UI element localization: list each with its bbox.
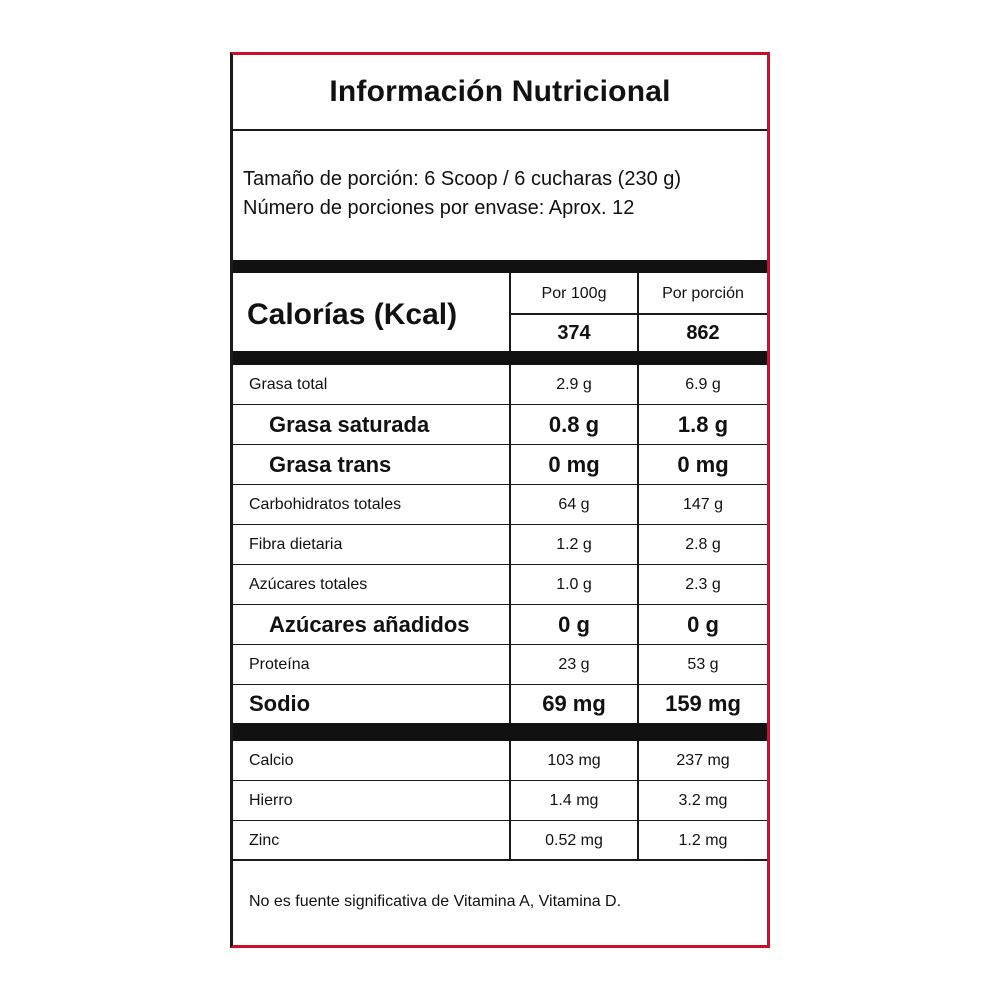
calories-label: Calorías (Kcal) [247,298,458,331]
divider-bar-top [233,260,767,273]
value-per100: 1.2 g [556,536,592,553]
col-divider [637,685,639,723]
nutrient-name: Fibra dietaria [249,536,343,553]
col-divider [637,781,639,821]
table-row [233,645,767,685]
nutrient-name: Grasa total [249,376,328,393]
value-perserving: 2.3 g [685,576,721,593]
col-divider [637,485,639,525]
value-per100: 2.9 g [556,376,592,393]
col-divider [509,821,511,860]
value-per100: 0 g [558,612,590,637]
calories-perserving: 862 [686,321,720,344]
nutrient-name: Zinc [249,831,280,849]
value-perserving: 6.9 g [685,376,721,393]
col-divider [637,741,639,781]
nutrient-name: Proteína [249,656,310,673]
nutrient-name: Azúcares añadidos [269,612,470,637]
table-row [233,445,767,485]
value-perserving: 0 mg [677,452,729,477]
divider-bar-sodium [233,723,767,741]
table-row [233,781,767,821]
value-perserving: 53 g [687,656,719,673]
value-perserving: 2.8 g [685,536,721,553]
nutrient-name: Hierro [249,792,293,809]
col-divider [509,741,511,781]
nutrient-name: Azúcares totales [249,576,368,593]
nutrient-name: Calcio [249,752,294,769]
value-per100: 103 mg [547,752,601,769]
nutrient-name: Sodio [249,691,311,716]
nutrient-name: Grasa saturada [269,412,430,437]
col-divider [637,365,639,405]
value-perserving: 237 mg [676,752,730,769]
table-row [233,525,767,565]
value-per100: 0 mg [548,452,600,477]
table-row [233,565,767,605]
label-title: Información Nutricional [233,55,767,131]
serving-size: Tamaño de porción: 6 Scoop / 6 cucharas (230 g) [243,168,682,190]
value-per100: 1.0 g [556,576,592,593]
servings-per-container: Número de porciones por envase: Aprox. 12 [243,197,635,219]
table-row [233,741,767,781]
col-divider [637,405,639,445]
col-divider [509,405,511,445]
value-perserving: 0 g [687,612,719,637]
col-divider [637,525,639,565]
table-row [233,605,767,645]
value-per100: 23 g [558,656,590,673]
table-row [233,685,767,723]
col-divider [509,685,511,723]
nutrient-name: Grasa trans [269,452,392,477]
value-per100: 1.4 mg [549,792,599,809]
table-row [233,405,767,445]
value-perserving: 1.8 g [677,412,729,437]
col-divider [509,485,511,525]
col-divider [509,445,511,485]
col-divider [509,605,511,645]
value-perserving: 159 mg [665,691,741,716]
value-per100: 69 mg [542,691,606,716]
table-row [233,365,767,405]
value-per100: 0.52 mg [545,831,603,849]
col-divider [509,645,511,685]
nutrition-label [230,52,770,948]
value-perserving: 147 g [682,496,724,513]
table-row [233,485,767,525]
col-divider [509,525,511,565]
col-header-per100: Por 100g [541,285,607,302]
col-divider [637,445,639,485]
nutrient-name: Carbohidratos totales [249,496,402,513]
value-perserving: 3.2 mg [678,792,728,809]
col-divider [637,645,639,685]
col-divider [509,565,511,605]
table-row [233,821,767,860]
col-divider [637,565,639,605]
divider-bar-calories [233,351,767,365]
divider-footer [233,859,767,861]
col-divider [509,781,511,821]
value-per100: 64 g [558,496,590,513]
col-divider [637,821,639,860]
value-per100: 0.8 g [548,412,600,437]
value-perserving: 1.2 mg [678,831,728,849]
col-header-perserving: Por porción [662,285,744,302]
col-divider [509,365,511,405]
calories-per100: 374 [557,321,591,344]
col-divider [637,605,639,645]
footer-note: No es fuente significativa de Vitamina A, Vitamina D. [249,893,622,910]
serving-info [243,165,763,223]
